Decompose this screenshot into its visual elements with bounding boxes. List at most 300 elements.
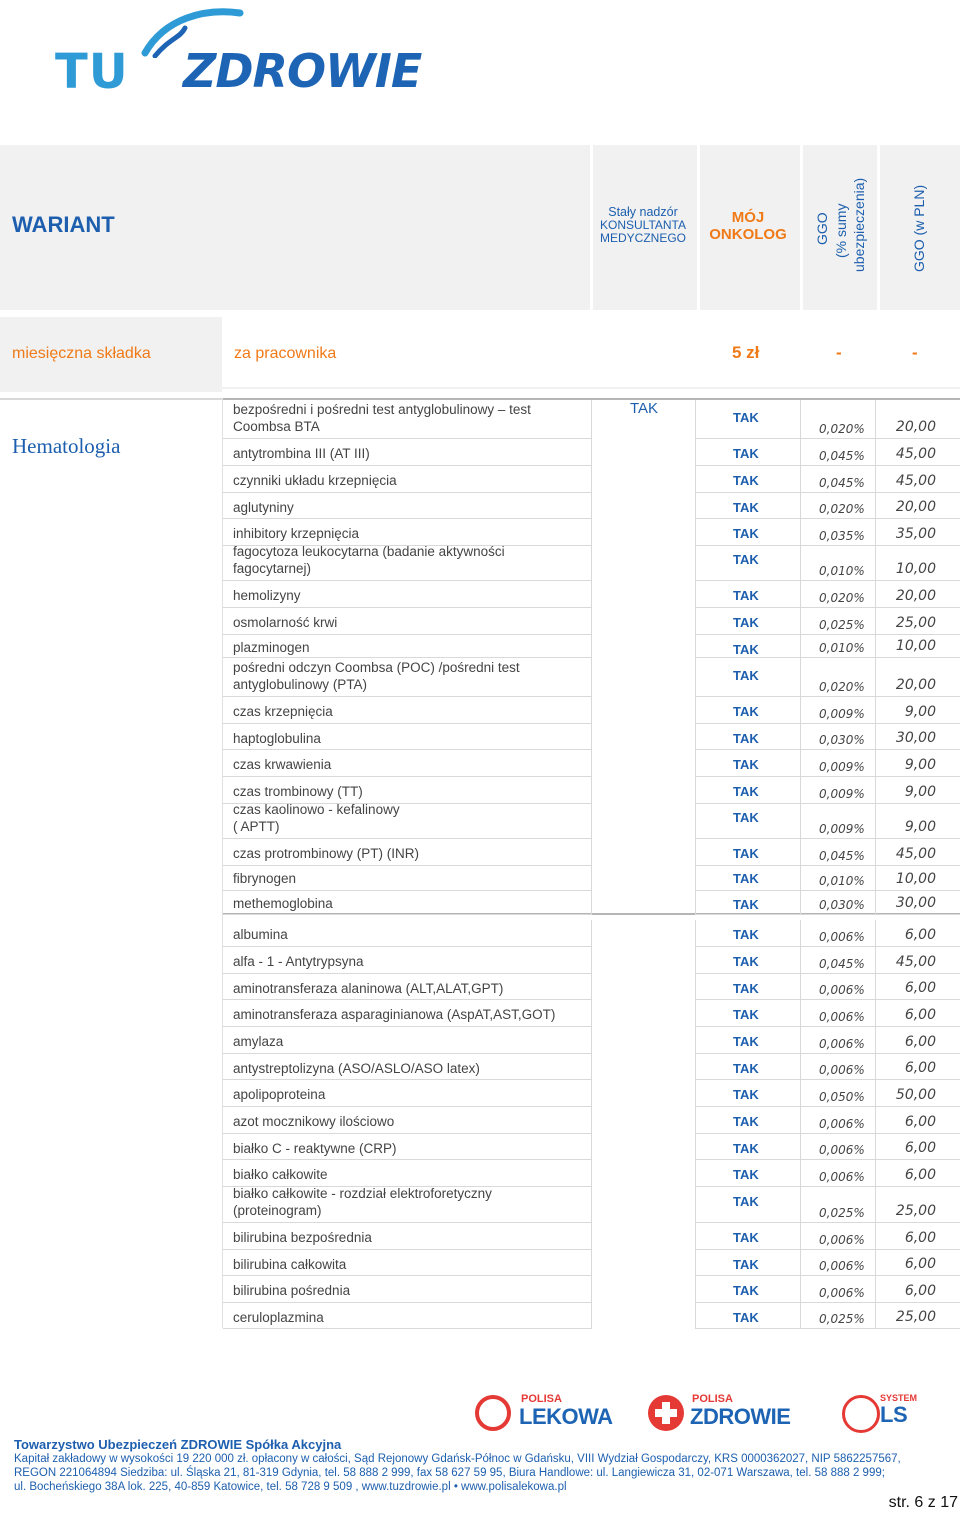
test-name — [233, 801, 400, 835]
table-gridline — [800, 947, 801, 974]
table-gridline — [875, 974, 876, 1000]
table-gridline — [695, 750, 696, 777]
table-gridline — [591, 1054, 592, 1080]
ggo-pln: 9,00 — [904, 704, 936, 720]
table-gridline — [591, 920, 592, 947]
test-name — [233, 1060, 480, 1077]
logo-zdrowie: ZDROWIE — [183, 44, 422, 98]
ggo-pln: 20,00 — [895, 588, 936, 604]
table-gridline — [875, 493, 876, 519]
table-gridline — [875, 1134, 876, 1160]
logo-tu: TU — [55, 44, 129, 100]
table-gridline — [800, 724, 801, 750]
ggo-pln: 6,00 — [904, 1007, 936, 1023]
ggo-pln: 6,00 — [904, 1140, 936, 1156]
ggo-percent: 0,020% — [819, 502, 865, 516]
table-row — [223, 581, 960, 608]
table-gridline — [591, 839, 592, 866]
ggo-pln: 20,00 — [895, 419, 936, 435]
coverage-tak: TAK — [733, 1061, 759, 1076]
test-name-line: fagocytoza leukocytarna (badanie aktywności — [233, 544, 505, 559]
polisa-lekowa-logo — [475, 1393, 635, 1437]
test-name-line: aglutyniny — [233, 499, 294, 515]
test-name — [233, 445, 370, 462]
table-gridline — [875, 542, 876, 581]
table-row — [223, 635, 960, 658]
header-divider — [877, 145, 880, 310]
table-row — [223, 1134, 960, 1160]
footer-line: Kapitał zakładowy w wysokości 19 220 000 zł. opłacony w całości, Sąd Rejonowy Gdańsk-Północ w Gdańsku, VIII Wydział Gospodarczy, KRS 0000362027, NIP 5862257567, — [14, 1453, 901, 1465]
test-name — [233, 1256, 346, 1273]
ggo-percent: 0,006% — [819, 1286, 865, 1300]
ggo-pln: 50,00 — [895, 1087, 936, 1103]
table-gridline — [695, 890, 696, 915]
test-name — [233, 639, 310, 656]
table-gridline — [591, 697, 592, 724]
zdrowie-top: POLISA — [692, 1393, 733, 1405]
test-name-line: fibrynogen — [233, 871, 297, 886]
table-gridline — [695, 920, 696, 947]
test-name-line: pośredni odczyn Coombsa (POC) /pośredni test — [233, 660, 520, 675]
table-gridline — [695, 1134, 696, 1160]
ggo-percent: 0,006% — [819, 1010, 865, 1024]
test-name-line: plazminogen — [233, 640, 310, 655]
table-gridline — [591, 1223, 592, 1250]
ggo-percent: 0,035% — [819, 529, 865, 543]
ls-top: SYSTEM — [880, 1393, 918, 1403]
ggo-percent: 0,020% — [819, 591, 865, 605]
ggo-percent: 0,025% — [819, 1206, 865, 1220]
table-gridline — [800, 1250, 801, 1276]
table-gridline — [591, 1080, 592, 1107]
table-gridline — [800, 974, 801, 1000]
table-gridline — [875, 920, 876, 947]
table-gridline — [800, 1080, 801, 1107]
table-gridline — [875, 1303, 876, 1329]
ls-name: LS — [880, 1402, 908, 1427]
test-name — [233, 614, 337, 631]
coverage-tak: TAK — [733, 1141, 759, 1156]
ggo-pln: 6,00 — [904, 1256, 936, 1272]
test-name-line: albumina — [233, 927, 288, 942]
test-name-line: bilirubina całkowita — [233, 1256, 347, 1272]
test-name — [233, 1166, 328, 1183]
ggo-pln: 25,00 — [895, 1203, 936, 1219]
ggo-pct-line: GGO — [814, 212, 830, 245]
ggo-percent: 0,006% — [819, 1037, 865, 1051]
table-gridline — [695, 1250, 696, 1276]
test-name — [233, 1229, 372, 1246]
ggo-pln: 10,00 — [895, 638, 936, 654]
coverage-tak: TAK — [733, 1230, 759, 1245]
coverage-tak: TAK — [733, 1007, 759, 1022]
table-gridline — [875, 1250, 876, 1276]
test-name — [233, 895, 333, 912]
test-name — [233, 1185, 492, 1219]
ggo-percent: 0,020% — [819, 422, 865, 436]
ggo-pln: 45,00 — [895, 446, 936, 462]
coverage-tak: TAK — [733, 473, 759, 488]
premium-price: 5 zł — [732, 343, 760, 362]
table-gridline — [695, 439, 696, 466]
test-name — [233, 401, 531, 435]
ggo-pln: 6,00 — [904, 980, 936, 996]
table-row — [223, 1000, 960, 1027]
ggo-pln: 30,00 — [895, 895, 936, 911]
coverage-tak: TAK — [733, 615, 759, 630]
test-name — [233, 659, 520, 693]
ggo-pln: 6,00 — [904, 1230, 936, 1246]
footer-line: REGON 221064894 Siedziba: ul. Śląska 21, 81-319 Gdynia, tel. 58 888 2 999, fax 58 627 59 95, Biura Handlowe: ul. Langiewicza 31, 02-071 Warszawa, tel. 58 888 2 999; — [14, 1467, 885, 1479]
table-gridline — [875, 466, 876, 493]
ggo-pln: 10,00 — [895, 561, 936, 577]
test-name-line: fagocytarnej) — [233, 561, 312, 576]
table-gridline — [591, 750, 592, 777]
table-gridline — [695, 1107, 696, 1134]
table-gridline — [695, 1000, 696, 1027]
table-gridline — [875, 439, 876, 466]
ggo-pln: 9,00 — [904, 819, 936, 835]
table-gridline — [875, 658, 876, 697]
ggo-percent: 0,010% — [819, 564, 865, 578]
table-gridline — [591, 947, 592, 974]
table-gridline — [695, 581, 696, 608]
test-name — [233, 1113, 394, 1130]
test-name — [233, 525, 359, 542]
table-gridline — [800, 400, 801, 439]
table-gridline — [695, 635, 696, 658]
test-name-line: bilirubina pośrednia — [233, 1283, 351, 1298]
test-name-line: białko całkowite — [233, 1167, 328, 1182]
table-gridline — [800, 800, 801, 839]
table-gridline — [875, 1184, 876, 1223]
table-gridline — [800, 608, 801, 635]
table-gridline — [591, 608, 592, 635]
test-name — [233, 783, 363, 800]
ggo-percent: 0,006% — [819, 1233, 865, 1247]
table-gridline — [800, 493, 801, 519]
table-gridline — [591, 439, 592, 466]
table-gridline — [875, 1160, 876, 1187]
table-gridline — [800, 839, 801, 866]
tu-zdrowie-logo — [55, 8, 445, 108]
table-gridline — [591, 658, 592, 697]
table-row — [223, 864, 960, 891]
ggo-pln: 45,00 — [895, 954, 936, 970]
table-row — [223, 750, 960, 777]
table-gridline — [875, 800, 876, 839]
coverage-tak: TAK — [733, 551, 759, 567]
coverage-tak: TAK — [733, 757, 759, 772]
table-gridline — [695, 724, 696, 750]
test-name-line: białko C - reaktywne (CRP) — [233, 1140, 397, 1156]
table-gridline — [875, 1276, 876, 1303]
table-gridline — [591, 1027, 592, 1054]
system-ls-logo — [842, 1393, 922, 1437]
coverage-tak: TAK — [733, 871, 759, 886]
ggo-percent: 0,006% — [819, 930, 865, 944]
test-name-line: ceruloplazmina — [233, 1309, 324, 1325]
table-gridline — [695, 1276, 696, 1303]
table-gridline — [695, 1160, 696, 1187]
table-gridline — [223, 1328, 591, 1329]
table-gridline — [591, 635, 592, 658]
test-name-line: aminotransferaza asparaginianowa (AspAT,AST,GOT) — [233, 1007, 556, 1022]
table-gridline — [800, 864, 801, 891]
table-gridline — [695, 1027, 696, 1054]
table-gridline — [800, 920, 801, 947]
ggo-percent: 0,030% — [819, 898, 865, 912]
ggo-percent: 0,009% — [819, 707, 865, 721]
table-gridline — [800, 1276, 801, 1303]
test-name — [233, 543, 505, 577]
ggo-percent: 0,006% — [819, 1117, 865, 1131]
table-row — [223, 1160, 960, 1187]
ggo-percent: 0,010% — [819, 874, 865, 888]
test-name-line: czas krzepnięcia — [233, 704, 333, 719]
table-gridline — [695, 974, 696, 1000]
ggo-pln-header: GGO (w PLN) — [911, 184, 927, 272]
ggo-percent: 0,006% — [819, 1259, 865, 1273]
coverage-tak: TAK — [733, 500, 759, 515]
table-gridline — [875, 839, 876, 866]
table-gridline — [591, 1160, 592, 1187]
table-gridline — [875, 1027, 876, 1054]
premium-dash: - — [912, 343, 918, 362]
table-gridline — [591, 1184, 592, 1223]
table-row — [223, 839, 960, 866]
coverage-tak: TAK — [733, 927, 759, 942]
ggo-pct-line: (% sumy — [833, 203, 849, 258]
header-divider — [800, 145, 803, 310]
test-name — [233, 926, 288, 943]
test-name — [233, 472, 397, 489]
section-top-line — [0, 398, 222, 400]
test-name-line: czas kaolinowo - kefalinowy — [233, 802, 400, 817]
header-divider — [590, 145, 593, 310]
table-gridline — [875, 1080, 876, 1107]
ggo-pln: 25,00 — [895, 615, 936, 631]
table-gridline — [875, 1054, 876, 1080]
table-row — [223, 1107, 960, 1134]
footer-line: ul. Bocheńskiego 38A lok. 225, 40-859 Katowice, tel. 58 728 9 509 , www.tuzdrowie.pl • www.polisalekowa.pl — [14, 1481, 567, 1493]
table-row — [223, 1303, 960, 1329]
test-name-line: hemolizyny — [233, 588, 301, 603]
ggo-pct-line: ubezpieczenia) — [851, 177, 867, 272]
zdrowie-name: ZDROWIE — [690, 1404, 791, 1429]
table-gridline — [800, 1027, 801, 1054]
coverage-tak: TAK — [733, 954, 759, 969]
table-row — [223, 400, 960, 439]
table-gridline — [695, 1328, 960, 1329]
ggo-percent: 0,006% — [819, 983, 865, 997]
ggo-pln: 9,00 — [904, 757, 936, 773]
ggo-percent: 0,045% — [819, 476, 865, 490]
test-name-line: antyglobulinowy (PTA) — [233, 677, 368, 692]
test-name-line: alfa - 1 - Antytrypsyna — [233, 954, 364, 969]
table-gridline — [591, 493, 592, 519]
test-name — [233, 870, 296, 887]
table-gridline — [591, 800, 592, 839]
table-gridline — [800, 1054, 801, 1080]
lekowa-top: POLISA — [521, 1393, 562, 1405]
table-gridline — [800, 890, 801, 915]
ggo-percent: 0,009% — [819, 822, 865, 836]
ggo-pln: 20,00 — [895, 677, 936, 693]
table-gridline — [695, 697, 696, 724]
coverage-tak: TAK — [733, 409, 759, 425]
table-gridline — [875, 1000, 876, 1027]
table-gridline — [875, 947, 876, 974]
ggo-percent: 0,030% — [819, 733, 865, 747]
table-row — [223, 658, 960, 697]
table-row — [223, 890, 960, 915]
coverage-tak: TAK — [733, 784, 759, 799]
footer-company: Towarzystwo Ubezpieczeń ZDROWIE Spółka Akcyjna — [14, 1437, 342, 1452]
test-name — [233, 587, 301, 604]
coverage-tak: TAK — [733, 731, 759, 746]
table-gridline — [875, 864, 876, 891]
table-row — [223, 1080, 960, 1107]
table-row — [223, 1054, 960, 1080]
coverage-tak: TAK — [733, 642, 759, 657]
test-name — [233, 730, 321, 747]
test-name-line: bezpośredni i pośredni test antyglobulinowy – test — [233, 402, 531, 417]
table-gridline — [223, 914, 591, 915]
coverage-tak: TAK — [733, 1167, 759, 1182]
table-row — [223, 1027, 960, 1054]
table-gridline — [591, 1303, 592, 1329]
test-name-line: aminotransferaza alaninowa (ALT,ALAT,GPT) — [233, 980, 504, 996]
ggo-percent: 0,006% — [819, 1170, 865, 1184]
ggo-percent: 0,025% — [819, 618, 865, 632]
table-row — [223, 466, 960, 493]
table-gridline — [800, 466, 801, 493]
footer — [14, 1437, 944, 1494]
table-gridline — [800, 542, 801, 581]
coverage-tak: TAK — [733, 981, 759, 996]
test-name-line: azot mocznikowy ilościowo — [233, 1114, 395, 1129]
table-gridline — [591, 581, 592, 608]
premium-payer: za pracownika — [234, 345, 337, 362]
ggo-pln: 6,00 — [904, 1060, 936, 1076]
section-extra-tak: TAK — [630, 400, 659, 417]
table-gridline — [800, 697, 801, 724]
table-gridline — [695, 658, 696, 697]
test-name — [233, 980, 503, 997]
test-name — [233, 1086, 325, 1103]
test-name — [233, 953, 364, 970]
ggo-percent: 0,045% — [819, 849, 865, 863]
ggo-percent: 0,045% — [819, 449, 865, 463]
table-gridline — [800, 1107, 801, 1134]
konsultant-line: KONSULTANTA — [599, 218, 686, 232]
table-gridline — [591, 1250, 592, 1276]
test-name-line: inhibitory krzepnięcia — [233, 526, 360, 541]
table-gridline — [800, 581, 801, 608]
ggo-percent: 0,006% — [819, 1143, 865, 1157]
test-name-line: ( APTT) — [233, 819, 280, 834]
onkolog-line: ONKOLOG — [709, 226, 787, 243]
test-name-line: czynniki układu krzepnięcia — [233, 473, 397, 488]
table-row — [223, 1223, 960, 1250]
test-name-line: methemoglobina — [233, 896, 333, 911]
table-gridline — [591, 542, 592, 581]
table-gridline — [695, 1184, 696, 1223]
table-gridline — [591, 1134, 592, 1160]
premium-dash: - — [836, 343, 842, 362]
coverage-tak: TAK — [733, 1283, 759, 1298]
table-gridline — [800, 1000, 801, 1027]
table-gridline — [695, 1080, 696, 1107]
table-gridline — [800, 1160, 801, 1187]
table-gridline — [875, 635, 876, 658]
premium-band-line — [222, 387, 960, 389]
table-gridline — [695, 608, 696, 635]
table-row — [223, 493, 960, 519]
table-gridline — [875, 1107, 876, 1134]
test-name-line: czas trombinowy (TT) — [233, 784, 363, 799]
test-name — [233, 499, 294, 516]
test-name — [233, 1309, 324, 1326]
coverage-tak: TAK — [733, 897, 759, 912]
ggo-percent: 0,050% — [819, 1090, 865, 1104]
table-gridline — [800, 658, 801, 697]
table-row — [223, 542, 960, 581]
table-gridline — [695, 864, 696, 891]
table-gridline — [695, 800, 696, 839]
ggo-percent: 0,009% — [819, 760, 865, 774]
test-name-line: antytrombina III (AT III) — [233, 446, 370, 461]
coverage-tak: TAK — [733, 809, 759, 825]
onkolog-header — [700, 209, 796, 243]
wariant-label: WARIANT — [12, 212, 115, 237]
coverage-tak: TAK — [733, 846, 759, 861]
table-gridline — [695, 914, 960, 915]
test-name — [233, 1282, 350, 1299]
test-name-line: bilirubina bezpośrednia — [233, 1230, 372, 1245]
ls-circle-icon — [842, 1395, 880, 1433]
coverage-tak: TAK — [733, 588, 759, 603]
test-name-line: amylaza — [233, 1034, 284, 1049]
table-gridline — [800, 439, 801, 466]
coverage-tak: TAK — [733, 446, 759, 461]
table-gridline — [875, 581, 876, 608]
ggo-pln: 6,00 — [904, 1167, 936, 1183]
table-row — [223, 608, 960, 635]
table-gridline — [695, 542, 696, 581]
table-gridline — [591, 890, 592, 915]
test-name — [233, 1140, 397, 1157]
table-row — [223, 920, 960, 947]
test-name — [233, 1006, 555, 1023]
ggo-pln: 6,00 — [904, 1114, 936, 1130]
table-gridline — [800, 635, 801, 658]
table-gridline — [591, 1107, 592, 1134]
table-gridline — [800, 1303, 801, 1329]
ggo-percent: 0,025% — [819, 1312, 865, 1326]
table-gridline — [800, 750, 801, 777]
table-row — [223, 974, 960, 1000]
lekowa-name: LEKOWA — [519, 1404, 613, 1429]
table-gridline — [591, 466, 592, 493]
table-gridline — [875, 608, 876, 635]
table-row — [223, 1276, 960, 1303]
coverage-tak: TAK — [733, 1257, 759, 1272]
ggo-percent: 0,045% — [819, 957, 865, 971]
coverage-tak: TAK — [733, 1114, 759, 1129]
table-gridline — [591, 974, 592, 1000]
